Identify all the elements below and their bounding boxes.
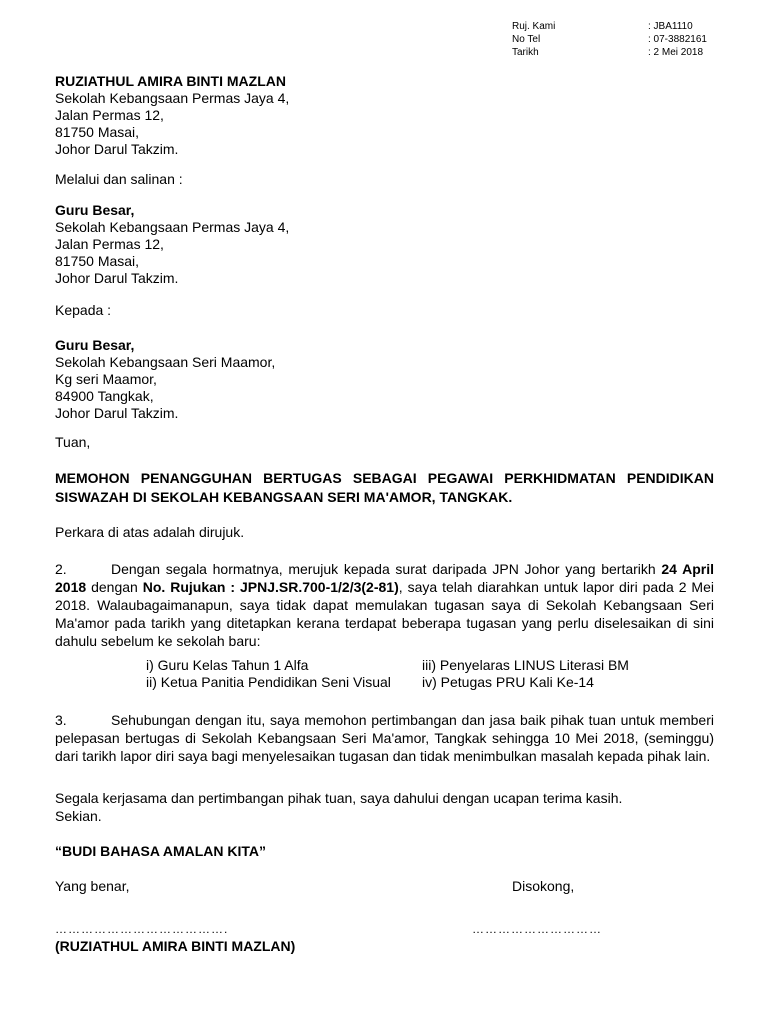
subject xyxy=(55,469,714,507)
recipient-address-line: Johor Darul Takzim. xyxy=(55,405,179,421)
reference-value: : 2 Mei 2018 xyxy=(648,47,704,58)
yours-sincerely: Yang benar, xyxy=(55,878,130,894)
reference-row xyxy=(512,46,707,59)
subject-line: SISWAZAH DI SEKOLAH KEBANGSAAN SERI MA'AMOR, TANGKAK. xyxy=(55,489,513,505)
paragraph-number: 3. xyxy=(55,712,67,728)
reference-row xyxy=(512,20,707,33)
letter-date-highlight: 24 April 2018 xyxy=(55,561,714,595)
recipient-address-line: 84900 Tangkak, xyxy=(55,388,154,404)
paragraph-text: Dengan segala hormatnya, merujuk kepada surat daripada JPN Johor yang bertarikh xyxy=(111,561,662,577)
recipient-block xyxy=(55,337,275,422)
task-list-right xyxy=(422,657,629,691)
sender-block xyxy=(55,73,289,158)
thanks-text: Segala kerjasama dan pertimbangan pihak tuan, saya dahului dengan ucapan terima kasih. xyxy=(55,790,623,806)
reference-block xyxy=(512,20,707,59)
via-address-line: Sekolah Kebangsaan Permas Jaya 4, xyxy=(55,219,290,235)
sender-name: RUZIATHUL AMIRA BINTI MAZLAN xyxy=(55,73,286,89)
reference-value: : JBA1110 xyxy=(648,21,693,32)
endorsed-label: Disokong, xyxy=(512,878,575,894)
recipient-address-line: Sekolah Kebangsaan Seri Maamor, xyxy=(55,354,276,370)
task-item: ii) Ketua Panitia Pendidikan Seni Visual xyxy=(146,674,391,690)
paragraph-text: dengan xyxy=(86,579,143,595)
intro-text: Perkara di atas adalah dirujuk. xyxy=(55,524,245,540)
recipient-address-line: Kg seri Maamor, xyxy=(55,371,157,387)
paragraph-text: Sehubungan dengan itu, saya memohon pertimbangan dan jasa baik pihak tuan untuk memberi pelepasan bertugas di Sekolah Kebangsaan Seri Ma'amor, Tangkak sehingga 10 Mei 2018, (seminggu) dari tarikh lapor diri saya bagi menyelesaikan tugasan dan tidak menimbulkan masalah kepada pihak lain. xyxy=(55,712,714,764)
reference-label: No Tel xyxy=(512,34,541,45)
signatory-name: (RUZIATHUL AMIRA BINTI MAZLAN) xyxy=(55,938,296,954)
task-item: iv) Petugas PRU Kali Ke-14 xyxy=(422,674,594,690)
via-name: Guru Besar, xyxy=(55,202,135,218)
recipient-name: Guru Besar, xyxy=(55,337,135,353)
task-item: iii) Penyelaras LINUS Literasi BM xyxy=(422,657,629,673)
reference-label: Tarikh xyxy=(512,47,539,58)
sender-address-line: Johor Darul Takzim. xyxy=(55,141,179,157)
via-address-line: Jalan Permas 12, xyxy=(55,236,164,252)
sender-address-line: 81750 Masai, xyxy=(55,124,140,140)
reference-number-highlight: No. Rujukan : JPNJ.SR.700-1/2/3(2-81) xyxy=(142,579,399,595)
subject-line: MEMOHON PENANGGUHAN BERTUGAS SEBAGAI PEGAWAI PERKHIDMATAN PENDIDIKAN xyxy=(55,470,714,486)
via-address-line: 81750 Masai, xyxy=(55,253,140,269)
signature-line-right: ………………………… xyxy=(472,922,602,936)
recipient-label: Kepada : xyxy=(55,302,112,318)
via-address-line: Johor Darul Takzim. xyxy=(55,270,179,286)
salutation: Tuan, xyxy=(55,434,91,450)
motto: “BUDI BAHASA AMALAN KITA” xyxy=(55,843,267,859)
reference-label: Ruj. Kami xyxy=(512,21,556,32)
reference-row xyxy=(512,33,707,46)
paragraph-text: , saya telah diarahkan untuk lapor diri pada 2 Mei 2018. Walaubagaimanapun, saya tidak dapat memulakan tugasan saya di Sekolah Kebangsaan Seri Ma'amor pada tarikh yang ditetapkan kerana terdapat beberapa tugasan yang perlu diselesaikan di sini dahulu sebelum ke sekolah baru: xyxy=(55,579,714,649)
task-list-left xyxy=(146,657,391,691)
task-item: i) Guru Kelas Tahun 1 Alfa xyxy=(146,657,309,673)
paragraph-number: 2. xyxy=(55,561,67,577)
sender-address-line: Sekolah Kebangsaan Permas Jaya 4, xyxy=(55,90,290,106)
sekian-text: Sekian. xyxy=(55,808,102,824)
signature-line-left: …………………………………. xyxy=(55,922,229,936)
reference-value: : 07-3882161 xyxy=(648,34,707,45)
via-block xyxy=(55,202,289,287)
paragraph-3 xyxy=(55,711,714,765)
paragraph-2 xyxy=(55,560,714,650)
sender-address-line: Jalan Permas 12, xyxy=(55,107,164,123)
via-label: Melalui dan salinan : xyxy=(55,171,183,187)
